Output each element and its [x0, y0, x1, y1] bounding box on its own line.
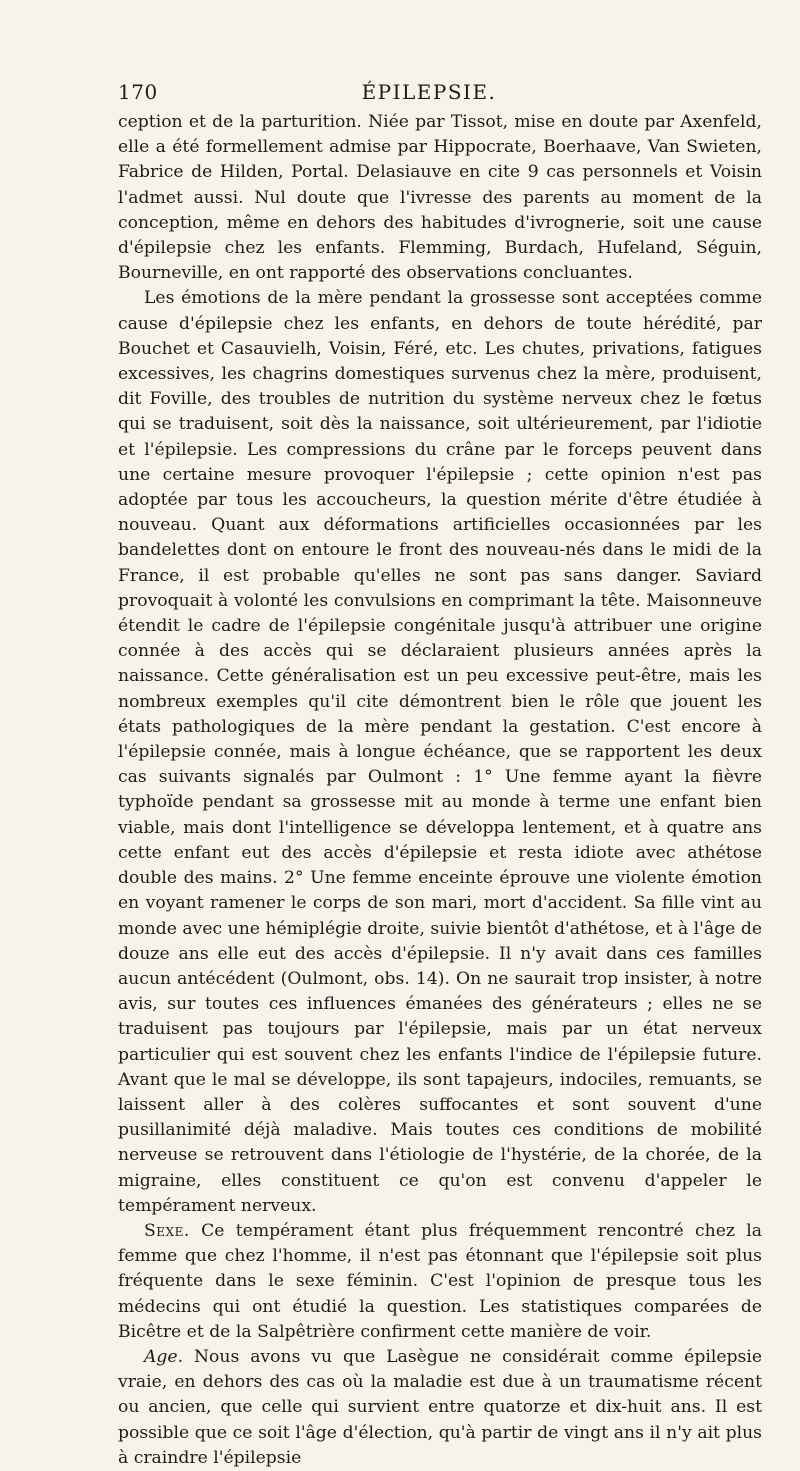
paragraph-age-text: Nous avons vu que Lasègue ne considérait comme épilepsie vraie, en dehors des cas où la maladie est due à un traumatisme récent ou ancien, que celle qui survient entre quatorze et dix-huit ans. Il est possible que ce soit l'âge d'élection, qu'à partir de vingt ans il n'y ait plus à craindre l'épilepsie [118, 1346, 762, 1468]
section-lead-age: Age. [144, 1346, 184, 1367]
paragraph-continuation: ception et de la parturition. Niée par Tissot, mise en doute par Axenfeld, elle a été formellement admise par Hippocrate, Boerhaave, Van Swieten, Fabrice de Hilden, Portal. Delasiauve en cite 9 cas personnels et Voisin l'admet aussi. Nul doute que l'ivresse des parents au moment de la conception, même en dehors des habitudes d'ivrognerie, soit une cause d'épilepsie chez les enfants. Flemming, Burdach, Hufeland, Séguin, Bourneville, en ont rapporté des observations concluantes. [118, 112, 762, 284]
body-text [118, 110, 762, 1471]
section-lead-sex: Sexe. [144, 1220, 190, 1241]
paragraph-maternal-emotions: Les émotions de la mère pendant la grossesse sont acceptées comme cause d'épilepsie chez les enfants, en dehors de toute hérédité, par Bouchet et Casauvielh, Voisin, Féré, etc. Les chutes, privations, fatigues excessives, les chagrins domestiques survenus chez la mère, produisent, dit Foville, des troubles de nutrition du système nerveux chez le fœtus qui se traduisent, soit dès la naissance, soit ultérieurement, par l'idiotie et l'épilepsie. Les compressions du crâne par le forceps peuvent dans une certaine mesure provoquer l'épilepsie ; cette opinion n'est pas adoptée par tous les accoucheurs, la question mérite d'être étudiée à nouveau. Quant aux déformations artificielles occasionnées par les bandelettes dont on entoure le front des nouveau-nés dans le midi de la France, il est probable qu'elles ne sont pas sans danger. Saviard provoquait à volonté les convulsions en comprimant la tête. Maisonneuve étendit le cadre de l'épilepsie congénitale jusqu'à attribuer une origine connée à des accès qui se déclaraient plusieurs années après la naissance. Cette généralisation est un peu excessive peut-être, mais les nombreux exemples qu'il cite démontrent bien le rôle que jouent les états pathologiques de la mère pendant la gestation. C'est encore à l'épilepsie connée, mais à longue échéance, que se rapportent les deux cas suivants signalés par Oulmont : 1° Une femme ayant la fièvre typhoïde pendant sa grossesse mit au monde à terme une enfant bien viable, mais dont l'intelligence se développa lentement, et à quatre ans cette enfant eut des accès d'épilepsie et resta idiote avec athétose double des mains. 2° Une femme enceinte éprouve une violente émotion en voyant ramener le corps de son mari, mort d'accident. Sa fille vint au monde avec une hémiplégie droite, suivie bientôt d'athétose, et à l'âge de douze ans elle eut des accès d'épilepsie. Il n'y avait dans ces familles aucun antécédent (Oulmont, obs. 14). On ne saurait trop insister, à notre avis, sur toutes ces influences émanées des générateurs ; elles ne se traduisent pas toujours par l'épilepsie, mais par un état nerveux particulier qui est souvent chez les enfants l'indice de l'épilepsie future. Avant que le mal se développe, ils sont tapajeurs, indociles, remuants, se laissent aller à des colères suffocantes et sont souvent d'une pusillanimité déjà maladive. Mais toutes ces conditions de mobilité nerveuse se retrouvent dans l'étiologie de l'hystérie, de la chorée, de la migraine, elles constituent ce qu'on est convenu d'appeler le tempérament nerveux. [118, 288, 762, 1216]
paragraph-sex-text: Ce tempérament étant plus fréquemment rencontré chez la femme que chez l'homme, il n'est pas étonnant que l'épilepsie soit plus fréquente dans le sexe féminin. C'est l'opinion de presque tous les médecins qui ont étudié la question. Les statistiques comparées de Bicêtre et de la Salpêtrière confirment cette manière de voir. [118, 1220, 762, 1342]
page-number: 170 [118, 80, 158, 104]
page-header [118, 80, 740, 110]
paragraph-age [118, 1345, 762, 1471]
running-title: ÉPILEPSIE. [361, 80, 497, 104]
paragraph-sex [118, 1219, 762, 1345]
